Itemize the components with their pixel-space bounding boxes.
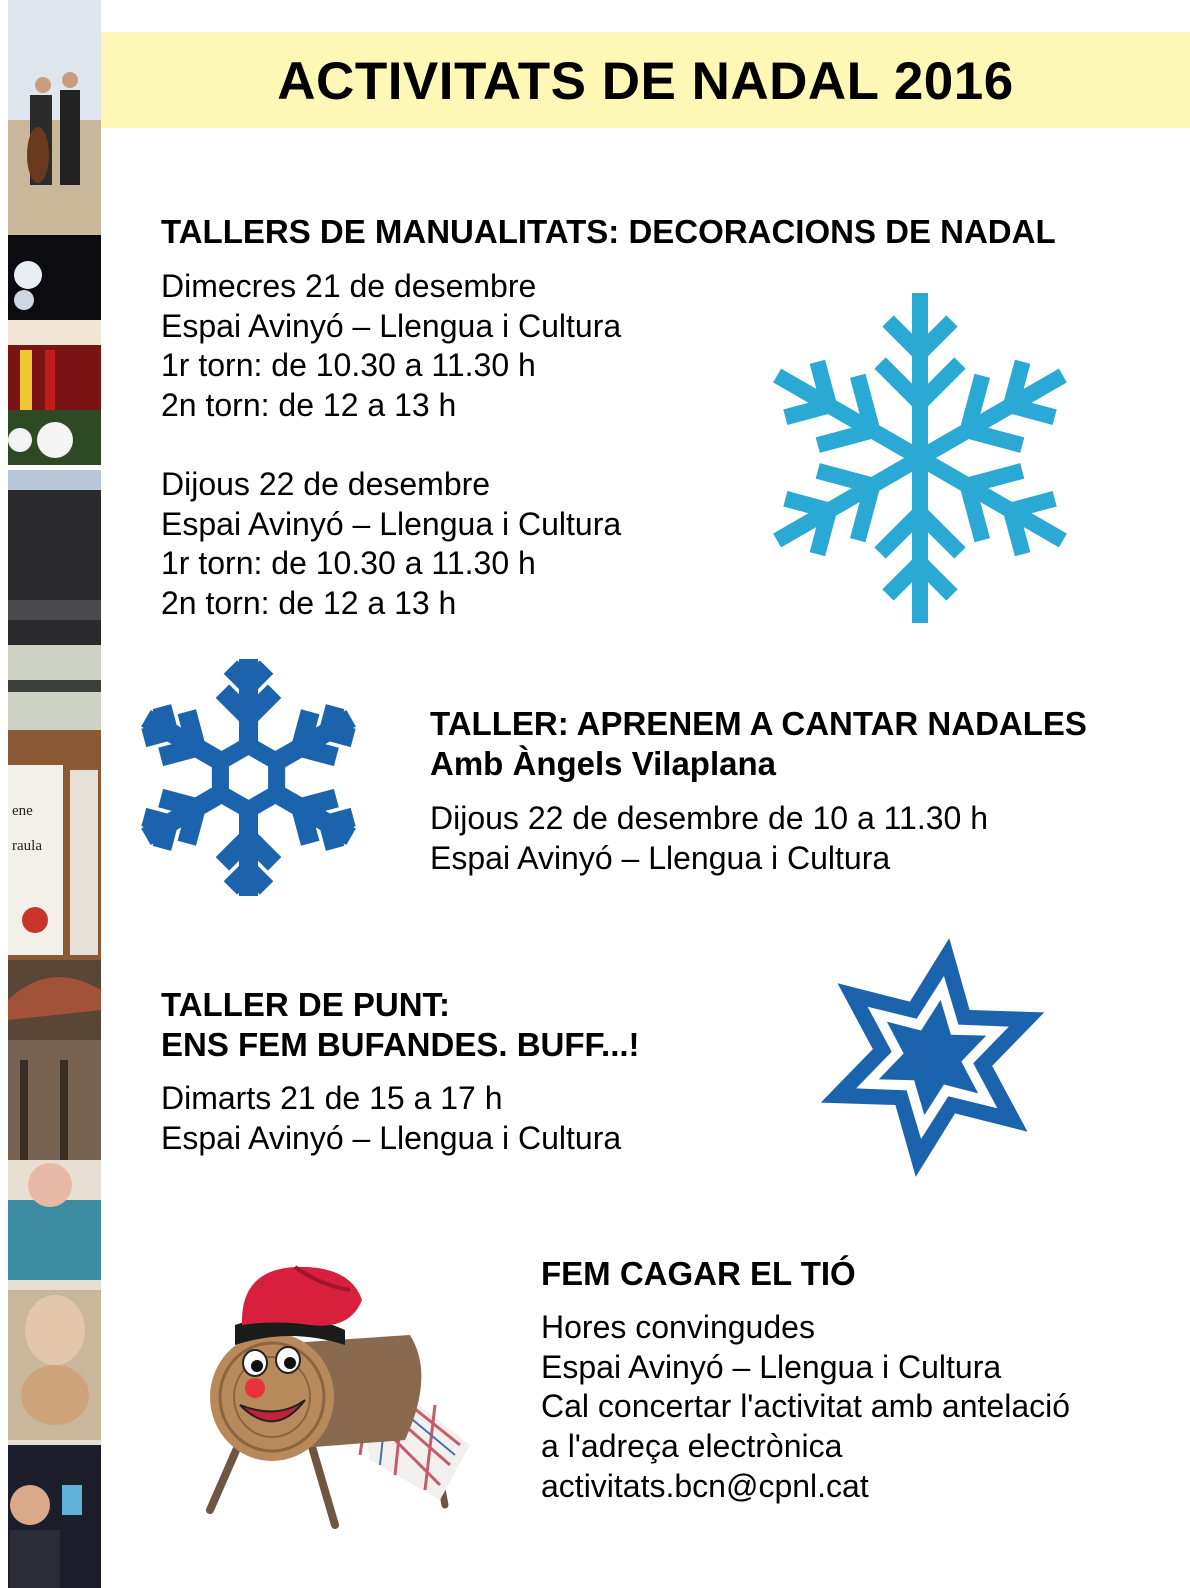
section-heading-tio: FEM CAGAR EL TIÓ: [541, 1255, 856, 1292]
session-1-date: Dimecres 21 de desembre: [161, 268, 537, 304]
section-subheading-nadales: Amb Àngels Vilaplana: [430, 745, 776, 782]
svg-text:raula: raula: [12, 838, 42, 854]
section-heading-nadales: TALLER: APRENEM A CANTAR NADALES: [430, 705, 1087, 742]
giants-photo: [8, 1160, 101, 1445]
tio-schedule: Hores convingudes: [541, 1309, 815, 1345]
nadales-place: Espai Avinyó – Llengua i Cultura: [430, 840, 891, 876]
tio-booking-note-2: a l'adreça electrònica: [541, 1428, 843, 1464]
snowflake-dark-icon: [136, 650, 361, 905]
session-1-place: Espai Avinyó – Llengua i Cultura: [161, 308, 622, 344]
tio-contact-email[interactable]: activitats.bcn@cpnl.cat: [541, 1468, 869, 1504]
section-heading-manualitats: TALLERS DE MANUALITATS: DECORACIONS DE NADAL: [161, 213, 1056, 250]
tio-place: Espai Avinyó – Llengua i Cultura: [541, 1349, 1002, 1385]
star-icon: [810, 935, 1055, 1180]
nadales-date: Dijous 22 de desembre de 10 a 11.30 h: [430, 800, 989, 836]
tio-booking-note: Cal concertar l'activitat amb antelació: [541, 1388, 1071, 1424]
snowflake-light-icon: [750, 288, 1090, 628]
market-photo: [8, 960, 101, 1160]
page-title: ACTIVITATS DE NADAL 2016: [277, 52, 1014, 111]
section-heading-punt: TALLER DE PUNT:: [161, 986, 451, 1023]
session-1-turn-2: 2n torn: de 12 a 13 h: [161, 387, 457, 423]
svg-text:ene: ene: [12, 803, 33, 819]
session-2-turn-2: 2n torn: de 12 a 13 h: [161, 585, 457, 621]
flowers-photo: [8, 320, 101, 465]
session-2-date: Dijous 22 de desembre: [161, 466, 491, 502]
building-photo: [8, 470, 101, 730]
session-2-turn-1: 1r torn: de 10.30 a 11.30 h: [161, 545, 536, 581]
fireworks-photo: [8, 235, 101, 320]
photo-strip: [0, 0, 101, 1588]
speaker-photo: [8, 1445, 101, 1588]
tio-de-nadal-illustration: [200, 1255, 490, 1540]
poster-photo: [8, 730, 101, 960]
session-2-place: Espai Avinyó – Llengua i Cultura: [161, 506, 622, 542]
session-1-turn-1: 1r torn: de 10.30 a 11.30 h: [161, 347, 536, 383]
musicians-photo: [8, 0, 101, 235]
photo-strip-graphic: [0, 0, 101, 1588]
section-subheading-punt: ENS FEM BUFANDES. BUFF...!: [161, 1026, 640, 1063]
punt-date: Dimarts 21 de 15 a 17 h: [161, 1080, 503, 1116]
punt-place: Espai Avinyó – Llengua i Cultura: [161, 1120, 622, 1156]
